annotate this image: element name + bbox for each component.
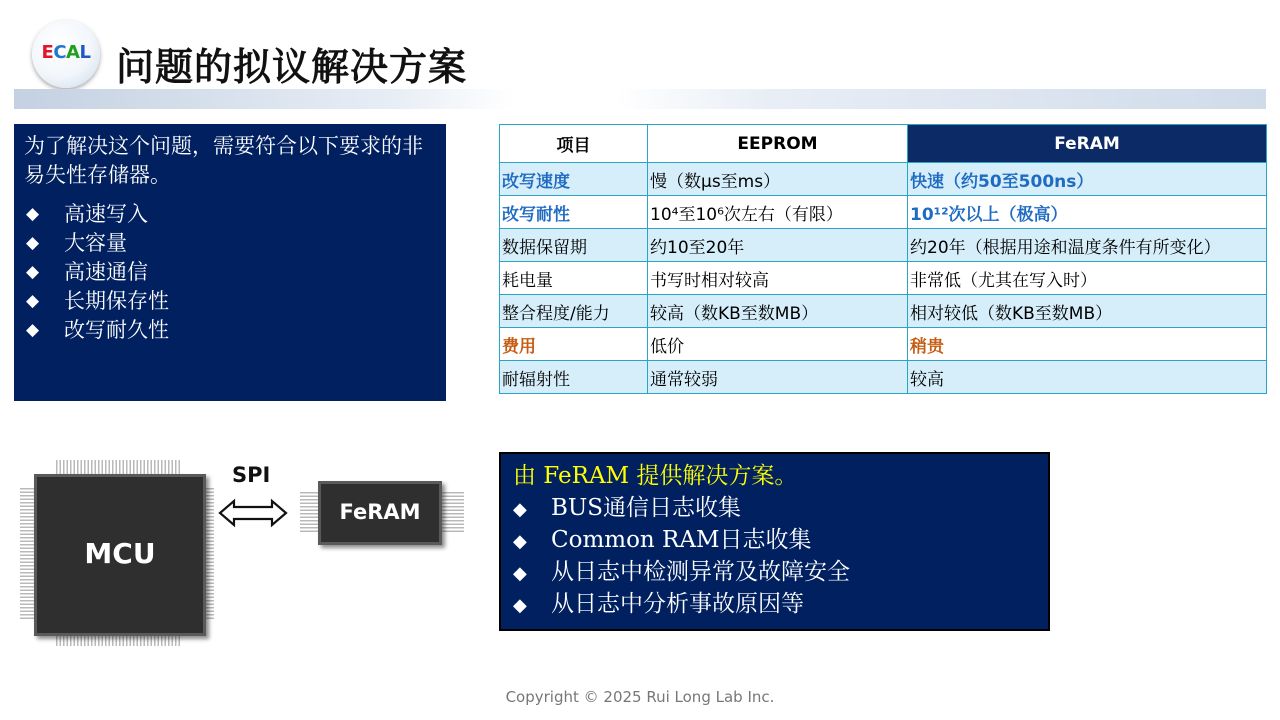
solution-item (513, 588, 1036, 620)
row-eeprom: 书写时相对较高 (648, 262, 908, 295)
solution-item (513, 556, 1036, 588)
table-row (500, 163, 1267, 196)
row-item: 整合程度/能力 (500, 295, 648, 328)
requirements-intro: 为了解决这个问题，需要符合以下要求的非易失性存储器。 (24, 134, 423, 187)
solution-item (513, 524, 1036, 556)
row-item: 耐辐射性 (500, 361, 648, 394)
row-feram: 相对较低（数KB至数MB） (908, 295, 1267, 328)
header-eeprom: EEPROM (648, 125, 908, 163)
requirements-list (24, 200, 436, 345)
feram-pins-right (442, 492, 464, 532)
diamond-bullet-icon: ◆ (513, 563, 527, 584)
row-feram: 非常低（尤其在写入时） (908, 262, 1267, 295)
page-title: 问题的拟议解决方案 (116, 45, 468, 89)
requirement-label: 高速写入 (64, 202, 148, 226)
table-row (500, 361, 1267, 394)
row-item: 改写速度 (500, 163, 648, 196)
row-item: 改写耐性 (500, 196, 648, 229)
requirement-item (24, 287, 436, 316)
logo-letter-l: L (79, 42, 91, 63)
table-row (500, 229, 1267, 262)
comparison-table (499, 124, 1267, 394)
table-header-row (500, 125, 1267, 163)
row-item: 数据保留期 (500, 229, 648, 262)
mcu-label: MCU (84, 537, 156, 570)
diamond-bullet-icon: ◆ (26, 291, 40, 311)
row-eeprom: 通常较弱 (648, 361, 908, 394)
diamond-bullet-icon: ◆ (26, 320, 40, 340)
header-feram: FeRAM (908, 125, 1267, 163)
logo-text (32, 42, 100, 63)
row-feram: 较高 (908, 361, 1267, 394)
diamond-bullet-icon: ◆ (26, 233, 40, 253)
row-eeprom: 较高（数KB至数MB） (648, 295, 908, 328)
diamond-bullet-icon: ◆ (26, 262, 40, 282)
logo-letter-c: C (53, 42, 67, 63)
diamond-bullet-icon: ◆ (26, 204, 40, 224)
feram-pins-left (300, 492, 318, 532)
table-row (500, 262, 1267, 295)
header-item: 项目 (500, 125, 648, 163)
logo-letter-a: A (66, 42, 80, 63)
row-feram: 10¹²次以上（极高） (908, 196, 1267, 229)
solution-label: 从日志中分析事故原因等 (551, 591, 804, 617)
solution-label: Common RAM日志收集 (551, 527, 812, 553)
table-row (500, 196, 1267, 229)
feram-chip-label: FeRAM (339, 500, 421, 524)
row-eeprom: 约10至20年 (648, 229, 908, 262)
requirement-item (24, 316, 436, 345)
row-feram: 约20年（根据用途和温度条件有所变化） (908, 229, 1267, 262)
diamond-bullet-icon: ◆ (513, 595, 527, 616)
solution-title: 由 FeRAM 提供解决方案。 (513, 463, 798, 489)
requirement-label: 改写耐久性 (64, 318, 169, 342)
feram-chip (318, 481, 442, 545)
row-feram: 快速（约50至500ns） (908, 163, 1267, 196)
ecal-logo (32, 20, 100, 88)
bidirectional-arrow-icon (218, 498, 288, 528)
requirement-item (24, 258, 436, 287)
mcu-pins-left (20, 488, 34, 620)
requirement-item (24, 200, 436, 229)
mcu-chip (34, 474, 206, 636)
solution-label: 从日志中检测异常及故障安全 (551, 559, 850, 585)
solution-item (513, 492, 1036, 524)
mcu-pins-top (56, 460, 182, 474)
row-feram: 稍贵 (908, 328, 1267, 361)
solution-label: BUS通信日志收集 (551, 495, 742, 521)
requirements-box (14, 124, 446, 401)
diamond-bullet-icon: ◆ (513, 531, 527, 552)
diamond-bullet-icon: ◆ (513, 499, 527, 520)
spi-label: SPI (232, 463, 271, 487)
solution-box (499, 452, 1050, 631)
row-eeprom: 慢（数μs至ms） (648, 163, 908, 196)
solution-list (513, 492, 1036, 620)
row-item: 费用 (500, 328, 648, 361)
row-eeprom: 低价 (648, 328, 908, 361)
requirement-item (24, 229, 436, 258)
row-item: 耗电量 (500, 262, 648, 295)
row-eeprom: 10⁴至10⁶次左右（有限） (648, 196, 908, 229)
logo-letter-e: E (41, 42, 54, 63)
requirement-label: 长期保存性 (64, 289, 169, 313)
requirement-label: 大容量 (64, 231, 127, 255)
copyright-text: Copyright © 2025 Rui Long Lab Inc. (505, 688, 775, 706)
requirement-label: 高速通信 (64, 260, 148, 284)
title-underline-bar (14, 89, 1266, 109)
table-row (500, 295, 1267, 328)
table-row (500, 328, 1267, 361)
